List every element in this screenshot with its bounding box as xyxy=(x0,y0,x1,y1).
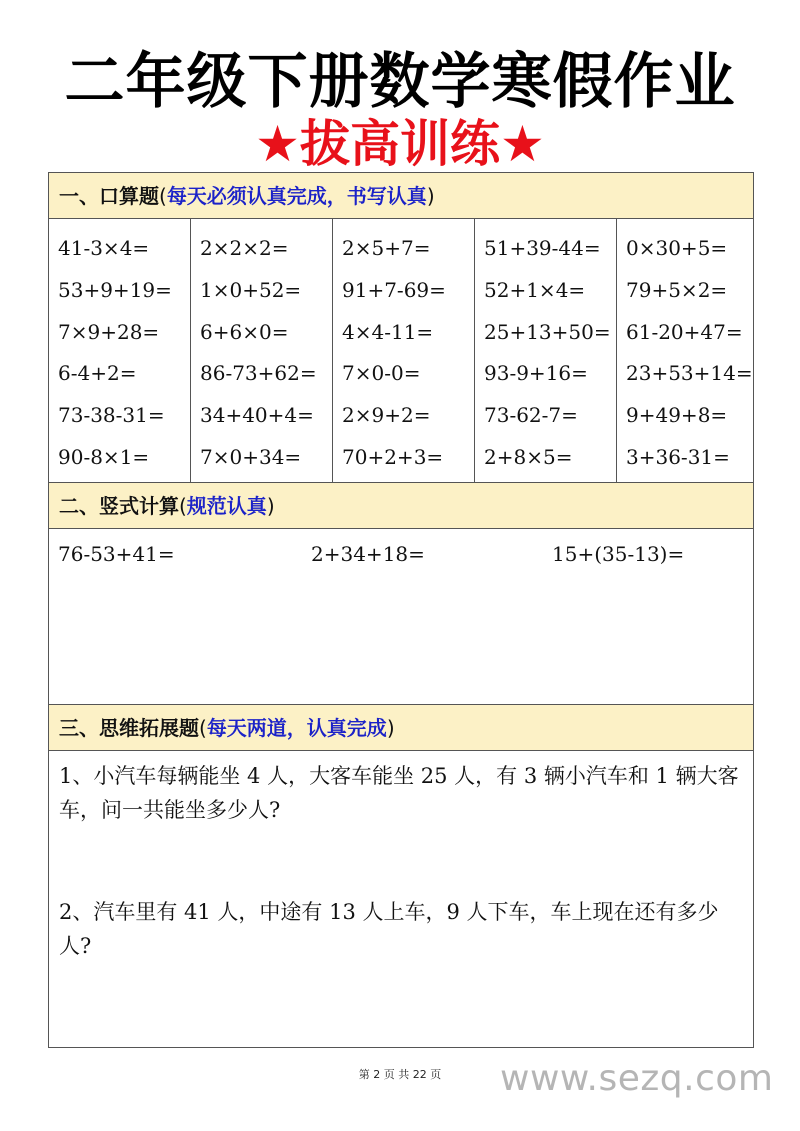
oral-problem: 53+9+19= xyxy=(58,277,172,302)
paren-open: ( xyxy=(159,184,167,208)
oral-problem: 73-62-7= xyxy=(484,403,578,428)
section-thinking-header xyxy=(49,705,753,751)
oral-problem: 41-3×4= xyxy=(58,236,150,260)
vertical-problem: 76-53+41= xyxy=(58,542,175,566)
oral-problem: 23+53+14= xyxy=(626,361,753,386)
word-problem-2: 2、汽车里有 41 人，中途有 13 人上车，9 人下车，车上现在还有多少人? xyxy=(59,900,719,958)
section-oral-header xyxy=(49,173,753,219)
section-oral-title: 一、口算题 xyxy=(59,184,159,208)
section-oral-note: 每天必须认真完成，书写认真 xyxy=(166,184,427,208)
oral-column-3 xyxy=(333,219,475,482)
oral-problem: 4×4-11= xyxy=(342,319,434,344)
watermark: www.sezq.com xyxy=(500,1058,774,1099)
oral-problem: 2×5+7= xyxy=(342,236,431,260)
oral-column-4 xyxy=(475,219,617,482)
oral-problem: 1×0+52= xyxy=(200,277,302,302)
oral-problem: 2×9+2= xyxy=(342,403,431,428)
oral-problem-grid xyxy=(49,219,753,483)
oral-problem: 34+40+4= xyxy=(200,403,314,428)
section-vertical-note: 规范认真 xyxy=(186,494,267,518)
vertical-calculation-area xyxy=(49,529,753,705)
vertical-problem: 2+34+18= xyxy=(311,542,425,566)
oral-problem: 2+8×5= xyxy=(484,444,573,469)
oral-problem: 25+13+50= xyxy=(484,319,611,344)
oral-problem: 7×9+28= xyxy=(58,319,160,344)
oral-column-2 xyxy=(191,219,333,482)
oral-problem: 7×0-0= xyxy=(342,361,421,386)
oral-problem: 51+39-44= xyxy=(484,236,601,260)
oral-problem: 9+49+8= xyxy=(626,403,728,428)
oral-problem: 3+36-31= xyxy=(626,444,730,469)
paren-close: ) xyxy=(386,716,395,740)
word-problem-1: 1、小汽车每辆能坐 4 人，大客车能坐 25 人，有 3 辆小汽车和 1 辆大客车，问一共能坐多少人? xyxy=(59,764,739,822)
vertical-problem: 15+(35-13)= xyxy=(552,542,685,566)
oral-problem: 61-20+47= xyxy=(626,319,743,344)
oral-problem: 90-8×1= xyxy=(58,444,150,469)
section-vertical-header xyxy=(49,483,753,529)
oral-problem: 79+5×2= xyxy=(626,277,728,302)
oral-problem: 6+6×0= xyxy=(200,319,289,344)
oral-problem: 7×0+34= xyxy=(200,444,302,469)
oral-column-1 xyxy=(49,219,191,482)
oral-problem: 86-73+62= xyxy=(200,361,317,386)
oral-problem: 0×30+5= xyxy=(626,236,728,260)
thinking-problem-area xyxy=(49,751,753,1047)
page-subtitle: ★拔高训练★ xyxy=(255,115,545,173)
paren-open: ( xyxy=(179,494,187,518)
oral-problem: 70+2+3= xyxy=(342,444,444,469)
oral-problem: 6-4+2= xyxy=(58,361,137,386)
page-number: 第 2 页 共 22 页 xyxy=(358,1068,442,1081)
oral-problem: 52+1×4= xyxy=(484,277,586,302)
worksheet xyxy=(48,172,754,1048)
section-vertical-title: 二、竖式计算 xyxy=(59,494,179,518)
oral-problem: 93-9+16= xyxy=(484,361,588,386)
paren-close: ) xyxy=(426,184,435,208)
oral-column-5 xyxy=(617,219,753,482)
paren-open: ( xyxy=(199,716,207,740)
oral-problem: 73-38-31= xyxy=(58,403,165,428)
section-thinking-note: 每天两道，认真完成 xyxy=(206,716,387,740)
section-thinking-title: 三、思维拓展题 xyxy=(59,716,199,740)
oral-problem: 2×2×2= xyxy=(200,236,289,260)
page-title: 二年级下册数学寒假作业 xyxy=(64,47,736,117)
oral-problem: 91+7-69= xyxy=(342,277,446,302)
paren-close: ) xyxy=(266,494,275,518)
